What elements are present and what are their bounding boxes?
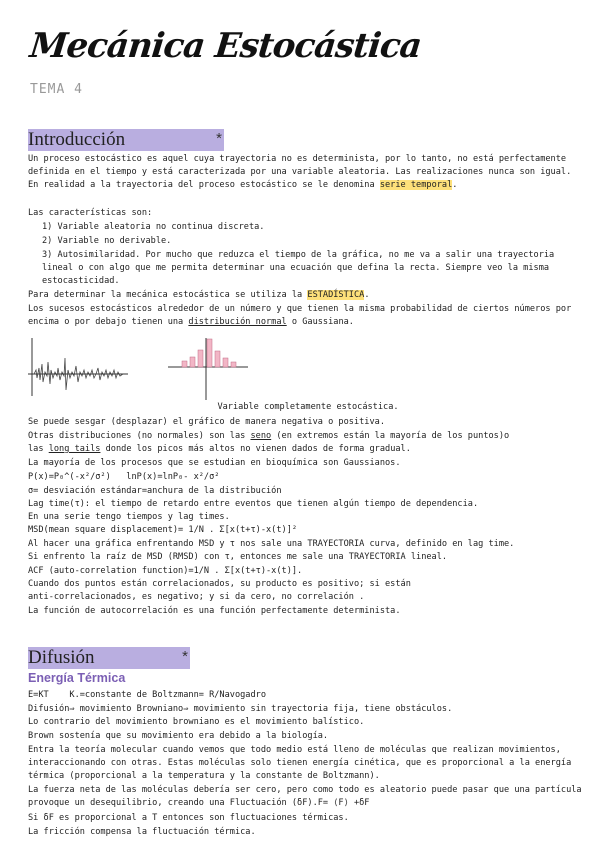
histogram-bar	[231, 362, 236, 367]
intro-caracteristicas-label: Las características son:	[28, 208, 153, 218]
difusion-paragraph: Entra la teoría molecular cuando vemos que todo medio está lleno de moléculas que realizan movimientos, interaccionando con otras. Estas moléculas solo tienen energía cinética, que es proporcional a la energía térmica (proporcional a la temperatura y la constante de Boltzmann).	[28, 745, 577, 782]
section-heading-difusion	[28, 647, 190, 669]
intro-line: Lag time(τ): el tiempo de retardo entre eventos que tienen algún tiempo de dependencia.	[28, 499, 479, 509]
page-subtitle: TEMA 4	[30, 82, 83, 97]
list-item: 1) Variable aleatoria no continua discreta.	[42, 222, 265, 232]
intro-paragraph-1: Un proceso estocástico es aquel cuya trayectoria no es determinista, por lo tanto, no está perfectamente definida en el tiempo y está caracterizada por una variable aleatoria. Las realizaciones nunca son igual. En realidad a la trayectoria del proceso estocástico se le denomina serie temporal.	[28, 154, 577, 191]
intro-paragraph-4: Los sucesos estocásticos alrededor de un número y que tienen la misma probabilidad de ciertos números por encima o por debajo tienen una distribución normal o Gaussiana.	[28, 304, 577, 328]
subheading-energia-termica: Energía Térmica	[28, 671, 126, 685]
histogram-bar	[223, 358, 228, 367]
histogram-figure	[166, 334, 250, 400]
section-title: Difusión	[28, 647, 95, 668]
highlight-serie-temporal: serie temporal	[379, 180, 453, 191]
page-title: Mecánica Estocástica	[27, 26, 423, 66]
difusion-line: Brown sostenía que su movimiento era debido a la biología.	[28, 731, 329, 741]
histogram-bar	[190, 357, 195, 367]
intro-line: Cuando dos puntos están correlacionados, su producto es positivo; si están	[28, 579, 411, 589]
figure-caption: Variable completamente estocástica.	[217, 402, 399, 412]
formula-acf: ACF (auto-correlation function)=1/N . Σ[x(t+τ)-x(t)].	[28, 566, 303, 576]
highlight-estadistica: ESTADÍSTICA	[307, 290, 365, 300]
difusion-line: E=KT K.=constante de Boltzmann= R/Navogadro	[28, 690, 266, 700]
stochastic-trace-figure	[28, 334, 138, 400]
underline-long-tails: long tails	[48, 444, 101, 454]
section-title: Introducción	[28, 129, 126, 150]
intro-paragraph-3: Para determinar la mecánica estocástica se utiliza la ESTADÍSTICA.	[28, 290, 370, 300]
histogram-bar	[215, 351, 220, 367]
histogram-bar	[198, 350, 203, 367]
list-item: 3) Autosimilaridad. Por mucho que reduzca el tiempo de la gráfica, no me va a salir una trayectoria lineal o con algo que me permita determinar una ecuación que defina la recta. Siempre veo la misma estocasticidad.	[42, 250, 560, 287]
difusion-line: Difusión⇒ movimiento Browniano⇒ movimiento sin trayectoria fija, tiene obstáculos.	[28, 704, 453, 714]
intro-line: La mayoría de los procesos que se estudian en bioquímica son Gaussianos.	[28, 458, 401, 468]
difusion-paragraph: La fuerza neta de las moléculas debería ser cero, pero como todo es aleatorio puede pasar que una partícula provoque un desequilibrio, creando una Fluctuación (δF).F= ⟨F⟩ +δF	[28, 785, 587, 809]
histogram-bar	[207, 339, 212, 367]
star-icon: *	[216, 130, 222, 147]
section-heading-introduccion	[28, 129, 224, 151]
intro-line: Se puede sesgar (desplazar) el gráfico de manera negativa o positiva.	[28, 417, 385, 427]
difusion-line: La fricción compensa la fluctuación térmica.	[28, 827, 256, 837]
intro-line: Al hacer una gráfica enfrentando MSD y τ nos sale una TRAYECTORIA curva, definido en lag time.	[28, 539, 515, 549]
intro-line: σ= desviación estándar=anchura de la distribución	[28, 486, 282, 496]
intro-line-tails: las long tails donde los picos más altos no vienen dados de forma gradual.	[28, 444, 411, 454]
star-icon: *	[182, 648, 188, 665]
list-item: 2) Variable no derivable.	[42, 236, 172, 246]
intro-line: La función de autocorrelación es una función perfectamente determinista.	[28, 606, 401, 616]
intro-line: anti-correlacionados, es negativo; y si da cero, no correlación .	[28, 592, 365, 602]
formula-gaussian: P(x)=P₀^(-x²/σ²) lnP(x)=lnP₀- x²/σ²	[28, 472, 220, 482]
histogram-bar	[182, 361, 187, 367]
underline-seno: seno	[250, 431, 272, 441]
intro-line: Si enfrento la raíz de MSD (RMSD) con τ, entonces me sale una TRAYECTORIA lineal.	[28, 552, 448, 562]
formula-msd: MSD(mean square displacement)= 1/N . Σ[x(t+τ)-x(t)]²	[28, 525, 298, 535]
intro-line: En una serie tengo tiempos y lag times.	[28, 512, 230, 522]
underline-distribucion-normal: distribución normal	[188, 317, 287, 328]
difusion-line: Lo contrario del movimiento browniano es el movimiento balístico.	[28, 717, 365, 727]
intro-line-seno: Otras distribuciones (no normales) son las seno (en extremos están la mayoría de los puntos)o	[28, 431, 510, 441]
difusion-line: Si δF es proporcional a T entonces son fluctuaciones térmicas.	[28, 813, 349, 823]
